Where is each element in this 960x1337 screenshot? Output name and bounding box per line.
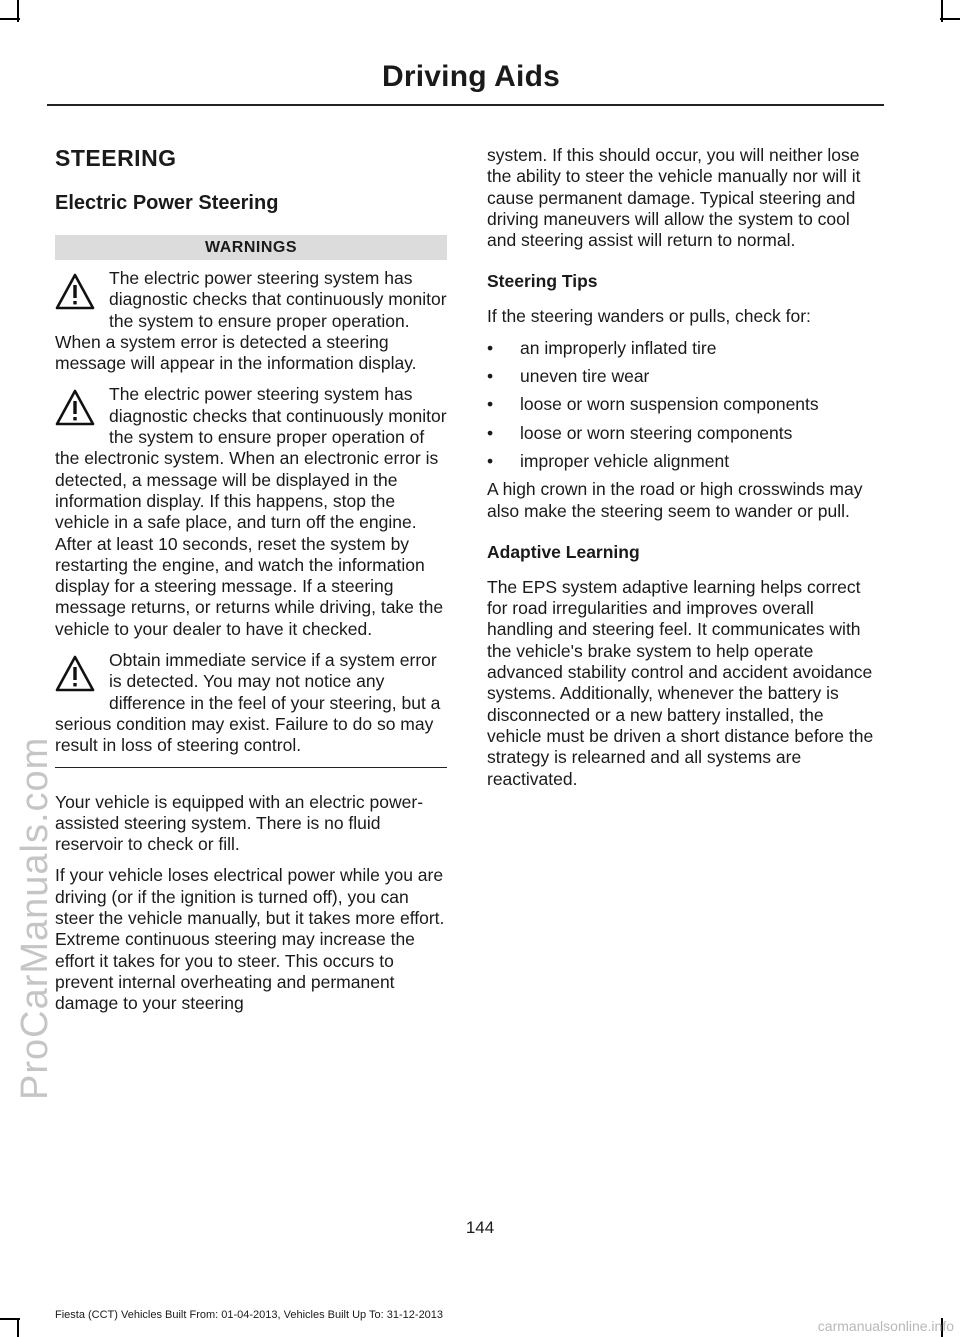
header-divider [47,104,884,106]
warnings-banner: WARNINGS [55,235,447,260]
warning-triangle-icon [55,654,95,694]
warning-item [55,384,447,640]
page-header-title: Driving Aids [382,60,560,93]
body-paragraph: If your vehicle loses electrical power while you are driving (or if the ignition is turned off), you can steer the vehicle manually, but it takes more effort. Extreme continuous steering may increase the effort it takes for you to steer. This occurs to prevent internal overheating and permanent damage to your steering [55,865,445,1014]
crop-mark [940,18,960,20]
right-column [487,145,882,800]
bullet: • [487,450,494,471]
bullet: • [487,366,494,387]
page-number: 144 [465,1218,495,1237]
warning-triangle-icon [55,388,95,428]
warning-text: The electric power steering system has diagnostic checks that continuously monitor the system to ensure proper operation of the electronic system. When an electronic error is detected, a message will be displayed in the information display. If this happens, stop the vehicle in a safe place, and turn off the engine. After at least 10 seconds, reset the system by restarting the engine, and watch the information display for a steering message. If a steering message returns, or returns while driving, take the vehicle to your dealer to have it checked. [55,384,447,639]
warning-text: The electric power steering system has diagnostic checks that continuously monitor the system to ensure proper operation. When a system error is detected a steering message will appear in the information display. [55,268,447,374]
site-watermark: carmanualsonline.info [817,1318,954,1334]
list-item: • loose or worn suspension components [487,394,819,415]
watermark-text: ProCarManuals.com [14,736,56,1100]
subsection-heading: Adaptive Learning [487,541,640,562]
list-item: • loose or worn steering components [487,422,793,443]
body-paragraph: Your vehicle is equipped with an electric power-assisted steering system. There is no fluid reservoir to check or fill. [55,791,424,855]
bullet: • [487,394,494,415]
bullet: • [487,422,494,443]
steering-tips-list [487,338,882,472]
warnings-end-divider [55,767,447,768]
footer-text: Fiesta (CCT) Vehicles Built From: 01-04-2013, Vehicles Built Up To: 31-12-2013 [55,1309,444,1321]
warning-item [55,268,447,374]
subsection-heading: Electric Power Steering [55,192,279,214]
list-item: • an improperly inflated tire [487,337,717,358]
crop-mark [0,18,20,20]
warning-item [55,650,447,756]
body-paragraph: If the steering wanders or pulls, check for: [487,306,811,327]
left-column [55,145,447,1025]
crop-mark [0,1318,20,1320]
subsection-heading: Steering Tips [487,271,598,292]
bullet: • [487,337,494,358]
body-paragraph: system. If this should occur, you will neither lose the ability to steer the vehicle manually nor will it cause permanent damage. Typical steering and driving maneuvers will allow the system to cool and steering assist will return to normal. [487,145,861,251]
crop-mark [17,1318,19,1337]
list-item: • improper vehicle alignment [487,450,730,471]
warning-triangle-icon [55,272,95,312]
list-item: • uneven tire wear [487,366,650,387]
section-heading: STEERING [55,145,177,171]
warning-text: Obtain immediate service if a system error is detected. You may not notice any difference in the feel of your steering, but a serious condition may exist. Failure to do so may result in loss of steering control. [55,650,441,756]
body-paragraph: The EPS system adaptive learning helps correct for road irregularities and improves overall handling and steering feel. It communicates with the vehicle's brake system to help operate advanced stability control and accident avoidance systems. Additionally, whenever the battery is disconnected or a new battery installed, the vehicle must be driven a short distance before the strategy is relearned and all systems are reactivated. [487,576,874,789]
body-paragraph: A high crown in the road or high crosswinds may also make the steering seem to wander or pull. [487,479,863,521]
